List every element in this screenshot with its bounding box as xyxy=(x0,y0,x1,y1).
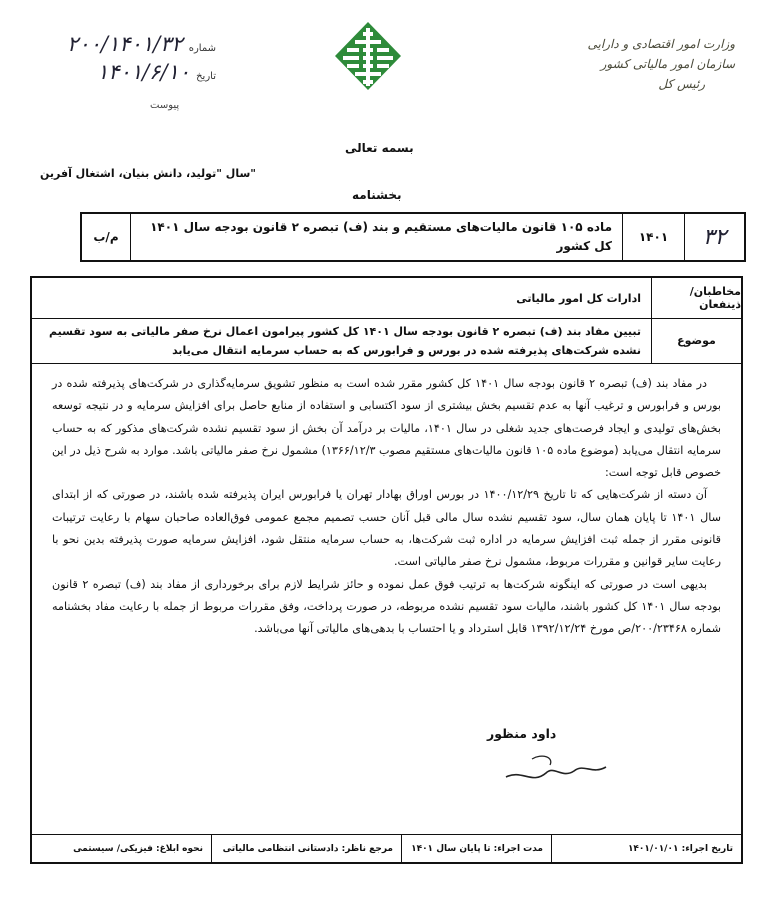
signature-icon xyxy=(502,749,612,789)
recipients-row xyxy=(32,278,741,319)
exec-date: تاریخ اجراء: ۱۴۰۱/۰۱/۰۱ xyxy=(551,835,741,862)
ministry-header xyxy=(545,34,735,94)
circular-body-box xyxy=(30,276,743,864)
attachment-label: پیوست xyxy=(150,100,180,111)
number-value: ۲۰۰/۱۴۰۱/۳۲ xyxy=(67,32,183,56)
recipients-label: مخاطبان/ذینفعان xyxy=(651,278,741,318)
circular-subject-short: ماده ۱۰۵ قانون مالیات‌های مستقیم و بند (ف) تبصره ۲ قانون بودجه سال ۱۴۰۱ کل کشور xyxy=(130,214,622,260)
date-label: تاریخ xyxy=(196,71,216,82)
paragraph: آن دسته از شرکت‌هایی که تا تاریخ ۱۴۰۰/۱۲/۲۹ در بورس اوراق بهادار تهران یا فرابورس ایران پذیرفته شده باشند، در صورتی که از ابتدای سال ۱۴۰۱ تا پایان همان سال، سود تقسیم نشده سال مالی قبل آنان حسب تصمیم مجمع عمومی فوق‌العاده صاحبان سهام با رعایت ترتیبات قانونی مقرر از جمله ثبت افزایش سرمایه در اداره ثبت شرکت‌ها، به حساب سرمایه منتقل شود، افزایش سرمایه صورت پذیرفته بدین نحو با رعایت سایر قوانین و مقررات مربوط، مشمول نرخ صفر مالیاتی است. xyxy=(52,488,721,569)
paragraph: بدیهی است در صورتی که اینگونه شرکت‌ها به ترتیب فوق عمل نموده و حائز شرایط لازم برای برخورداری از مفاد بند (ف) تبصره ۲ قانون بودجه سال ۱۴۰۱ کل کشور باشند، مالیات سود تقسیم نشده مربوطه، در صورت پرداخت، وفق مقررات مربوط از جمله با رعایت مفاد بخشنامه شماره ۲۰۰/۲۳۴۶۸/ص مورخ ۱۳۹۲/۱۲/۲۴ قابل استرداد و یا احتساب با بدهی‌های مالیاتی آنها می‌باشد. xyxy=(52,577,721,636)
subject-row xyxy=(32,318,741,364)
notification-method: نحوه ابلاغ: فیزیکی/ سیستمی xyxy=(73,843,203,854)
year-slogan: سال "تولید، دانش بنیان، اشتغال آفرین" xyxy=(40,167,256,180)
signature-block xyxy=(32,726,741,741)
circular-info-row xyxy=(80,212,746,262)
circular-title: بخشنامه xyxy=(352,188,402,202)
recipients-value: ادارات کل امور مالیاتی xyxy=(516,291,641,305)
ministry-line-1: وزارت امور اقتصادی و دارایی xyxy=(587,37,735,51)
number-date-block xyxy=(36,32,216,84)
ministry-line-3: رئیس کل xyxy=(658,77,705,91)
basmala: بسمه تعالی xyxy=(345,141,414,155)
footer-row xyxy=(32,834,741,862)
circular-year: ۱۴۰۱ xyxy=(622,214,684,260)
supervising-authority: مرجع ناظر: دادستانی انتظامی مالیاتی xyxy=(211,835,401,862)
signer-name: داود منظور xyxy=(487,726,557,741)
circular-number: ۳۲ xyxy=(684,214,744,260)
circular-code: م/ب xyxy=(93,230,119,244)
subject-label: موضوع xyxy=(651,318,741,363)
date-value: ۱۴۰۱/۶/۱۰ xyxy=(96,60,191,84)
subject-value: تبیین مفاد بند (ف) تبصره ۲ قانون بودجه سال ۱۴۰۱ کل کشور پیرامون اعمال نرخ صفر مالیاتی به سود تقسیم نشده شرکت‌های پذیرفته شده در بورس و فرابورس که به حساب سرمایه انتقال می‌یابد xyxy=(49,324,641,357)
ministry-line-2: سازمان امور مالیاتی کشور xyxy=(600,57,735,71)
tax-organization-logo xyxy=(333,20,403,92)
circular-text xyxy=(52,373,721,641)
number-label: شماره xyxy=(188,43,216,54)
paragraph: در مفاد بند (ف) تبصره ۲ قانون بودجه سال ۱۴۰۱ کل کشور مقرر شده است به منظور تشویق سرمایه‌گذاری در شرکت‌های پذیرفته شده در بورس و فرابورس و ترغیب آنها به عدم تقسیم بخش بیشتری از سود اکتسابی و استفاده از منابع حاصل برای افزایش سرمایه و در نتیجه توسعه بخش‌های تولیدی و ایجاد فرصت‌های جدید شغلی در سال ۱۴۰۱، مالیات بر درآمد آن بخش از سود تقسیم نشده شرکت‌های مذکور که به حساب سرمایه انتقال می‌یابد (موضوع ماده ۱۰۵ قانون مالیات‌های مستقیم مصوب ۱۳۶۶/۱۲/۳) مشمول نرخ صفر مالیاتی باشد. موارد به شرح ذیل در این خصوص قابل توجه است: xyxy=(52,377,721,480)
exec-period: مدت اجراء: تا پایان سال ۱۴۰۱ xyxy=(401,835,551,862)
